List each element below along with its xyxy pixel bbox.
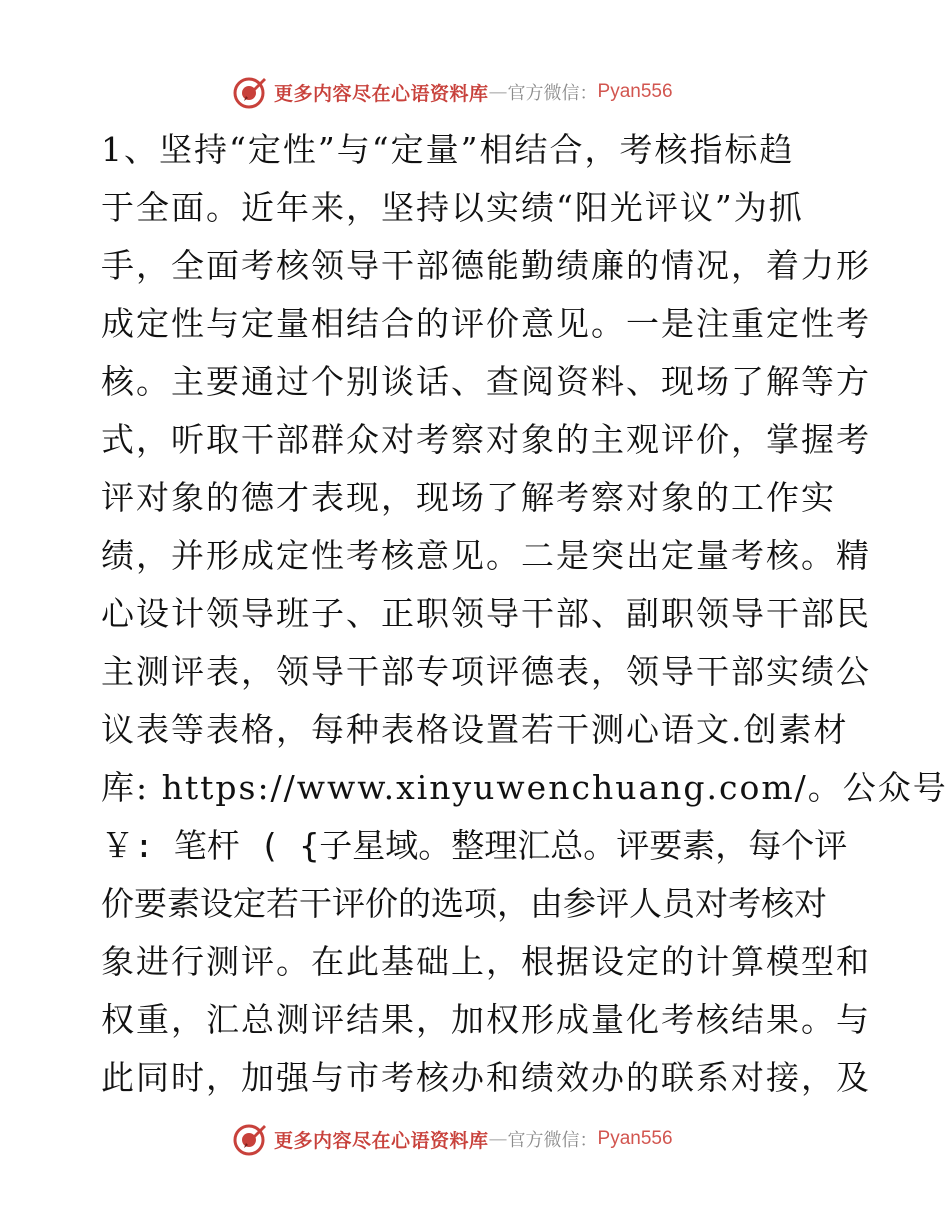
footer-separator: — <box>488 1128 508 1150</box>
body-line: 1、坚持“定性”与“定量”相结合，考核指标趋 <box>101 130 795 169</box>
footer-wechat-id: Pyan556 <box>597 1128 673 1149</box>
quill-circle-logo-icon <box>232 1121 268 1157</box>
footer-banner <box>232 1119 673 1159</box>
header-separator: — <box>488 81 508 103</box>
body-line: 手，全面考核领导干部德能勤绩廉的情况，着力形 <box>101 246 871 285</box>
body-line: 此同时，加强与市考核办和绩效办的联系对接，及 <box>101 1058 871 1097</box>
body-line: 评对象的德才表现，现场了解考察对象的工作实 <box>101 478 836 517</box>
body-line: 权重，汇总测评结果，加权形成量化考核结果。与 <box>101 1000 871 1039</box>
header-banner <box>232 72 673 112</box>
body-line: 议表等表格，每种表格设置若干测心语文.创素材 <box>101 710 849 749</box>
footer-wechat-label: 官方微信： <box>507 1130 598 1151</box>
header-brand-text: 更多内容尽在心语资料库 <box>274 82 489 105</box>
footer-brand-text: 更多内容尽在心语资料库 <box>274 1129 489 1152</box>
document-body <box>101 121 948 1107</box>
body-line: 于全面。近年来，坚持以实绩“阳光评议”为抓 <box>101 188 804 227</box>
body-line: 成定性与定量相结合的评价意见。一是注重定性考 <box>101 304 871 343</box>
body-line: ￥: 笔杆 ( {子星域。整理汇总。评要素，每个评 <box>101 826 848 865</box>
header-wechat-id: Pyan556 <box>597 81 673 102</box>
header-wechat-label: 官方微信： <box>507 83 598 104</box>
body-line: 核。主要通过个别谈话、查阅资料、现场了解等方 <box>101 362 871 401</box>
body-line: 价要素设定若干评价的选项，由参评人员对考核对 <box>101 884 827 923</box>
body-line-url: 库: https://www.xinyuwenchuang.com/。公众号 <box>101 768 948 807</box>
body-line: 主测评表，领导干部专项评德表，领导干部实绩公 <box>101 652 871 691</box>
quill-circle-logo-icon <box>232 74 268 110</box>
body-line: 绩，并形成定性考核意见。二是突出定量考核。精 <box>101 536 871 575</box>
body-line: 式，听取干部群众对考察对象的主观评价，掌握考 <box>101 420 871 459</box>
body-line: 象进行测评。在此基础上，根据设定的计算模型和 <box>101 942 871 981</box>
body-line: 心设计领导班子、正职领导干部、副职领导干部民 <box>101 594 871 633</box>
